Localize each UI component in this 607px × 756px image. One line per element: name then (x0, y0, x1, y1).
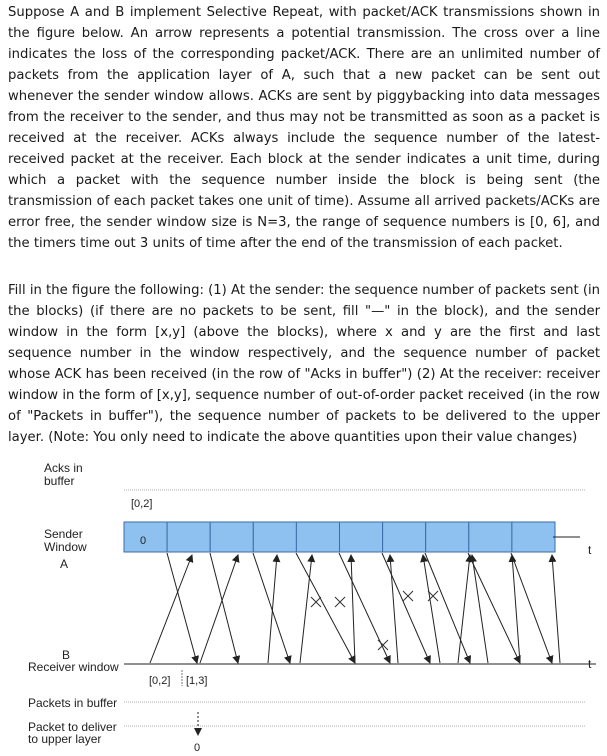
loss-cross (403, 591, 413, 601)
sender-block (426, 522, 469, 552)
transmission-arrow (200, 555, 238, 663)
transmission-arrow (423, 555, 440, 663)
problem-paragraph-1: Suppose A and B implement Selective Repeat, with packet/ACK transmissions shown in the figure below. An arrow represents a potential transmission. The cross over a line indicates the loss of the corresponding packet/ACK. There are an unlimited number of packets from the application layer of A, such that a new packet can be sent out whenever the sender window allows. ACKs are sent by piggybacking into data messages from the receiver to the sender, and thus may not be transmitted as soon as a packet is received at the receiver. ACKs always include the sequence number of the latest-received packet at the receiver. Each block at the sender indicates a unit time, during which a packet with the sequence number inside the block is being sent (the transmission of each packet takes one unit of time). Assume all arrived packets/ACKs are error free, the sender window size is N=3, the range of sequence numbers is [0, 6], and the timers time out 3 units of time after the end of the transmission of each packet. (8, 5, 600, 251)
deliver-arrow-head (194, 728, 202, 736)
sender-block (253, 522, 296, 552)
sender-initial-window: [0,2] (131, 498, 153, 510)
deliver-label-2: to upper layer (28, 732, 102, 746)
loss-cross (311, 597, 321, 607)
transmission-arrow (512, 555, 520, 663)
transmission-arrows (150, 553, 560, 663)
transmission-arrow (268, 555, 277, 663)
sender-window-label-2: Window (44, 540, 87, 554)
transmission-arrow (150, 555, 192, 663)
receiver-window-2: [1,3] (186, 675, 208, 687)
delivered-value: 0 (194, 742, 201, 754)
first-block-value: 0 (140, 535, 147, 547)
transmission-arrow (253, 553, 290, 663)
sender-blocks (124, 522, 555, 552)
sender-block (383, 522, 426, 552)
receiver-time-label: t (588, 657, 592, 671)
sender-block (210, 522, 253, 552)
packets-in-buffer-label: Packets in buffer (28, 696, 118, 710)
transmission-arrow (472, 555, 488, 663)
sender-block (296, 522, 339, 552)
sender-block (340, 522, 383, 552)
sender-time-label: t (588, 543, 592, 557)
transmission-arrow (458, 555, 470, 663)
acks-in-buffer-label-2: buffer (44, 474, 75, 488)
sender-window-label-1: Sender (44, 527, 83, 541)
loss-crosses (311, 591, 438, 650)
transmission-arrow (210, 553, 238, 663)
loss-cross (335, 597, 345, 607)
transmission-arrow (351, 555, 355, 663)
sender-label-a: A (60, 557, 69, 571)
deliver-label-1: Packet to deliver (28, 720, 117, 734)
receiver-label-b: B (62, 648, 71, 662)
transmission-arrow (552, 555, 560, 663)
receiver-window-label: Receiver window (28, 660, 119, 674)
sender-block (469, 522, 512, 552)
transmission-arrow (390, 555, 398, 663)
transmission-arrow (511, 553, 552, 663)
problem-paragraph-2: Fill in the figure the following: (1) At the sender: the sequence number of packets sent (in the blocks) (if there are no packets to be sent, fill "—" in the block), and the sender window in the form [x,y] (above the blocks), where x and y are the first and last sequence number in the window respectively, and the sequence number of packet whose ACK has been received (in the row of "Acks in buffer") (2) At the receiver: receiver window in the form of [x,y], sequence number of out-of-order packet received (in the row of "Packets in buffer"), the sequence number of packets to be delivered to the upper layer. (Note: You only need to indicate the above quantities upon their value changes) (8, 283, 600, 445)
sender-block (167, 522, 210, 552)
transmission-arrow (468, 553, 520, 663)
acks-in-buffer-label-1: Acks in (44, 461, 83, 475)
receiver-window-1: [0,2] (149, 675, 171, 687)
sender-block (512, 522, 555, 552)
transmission-arrow (382, 553, 430, 663)
